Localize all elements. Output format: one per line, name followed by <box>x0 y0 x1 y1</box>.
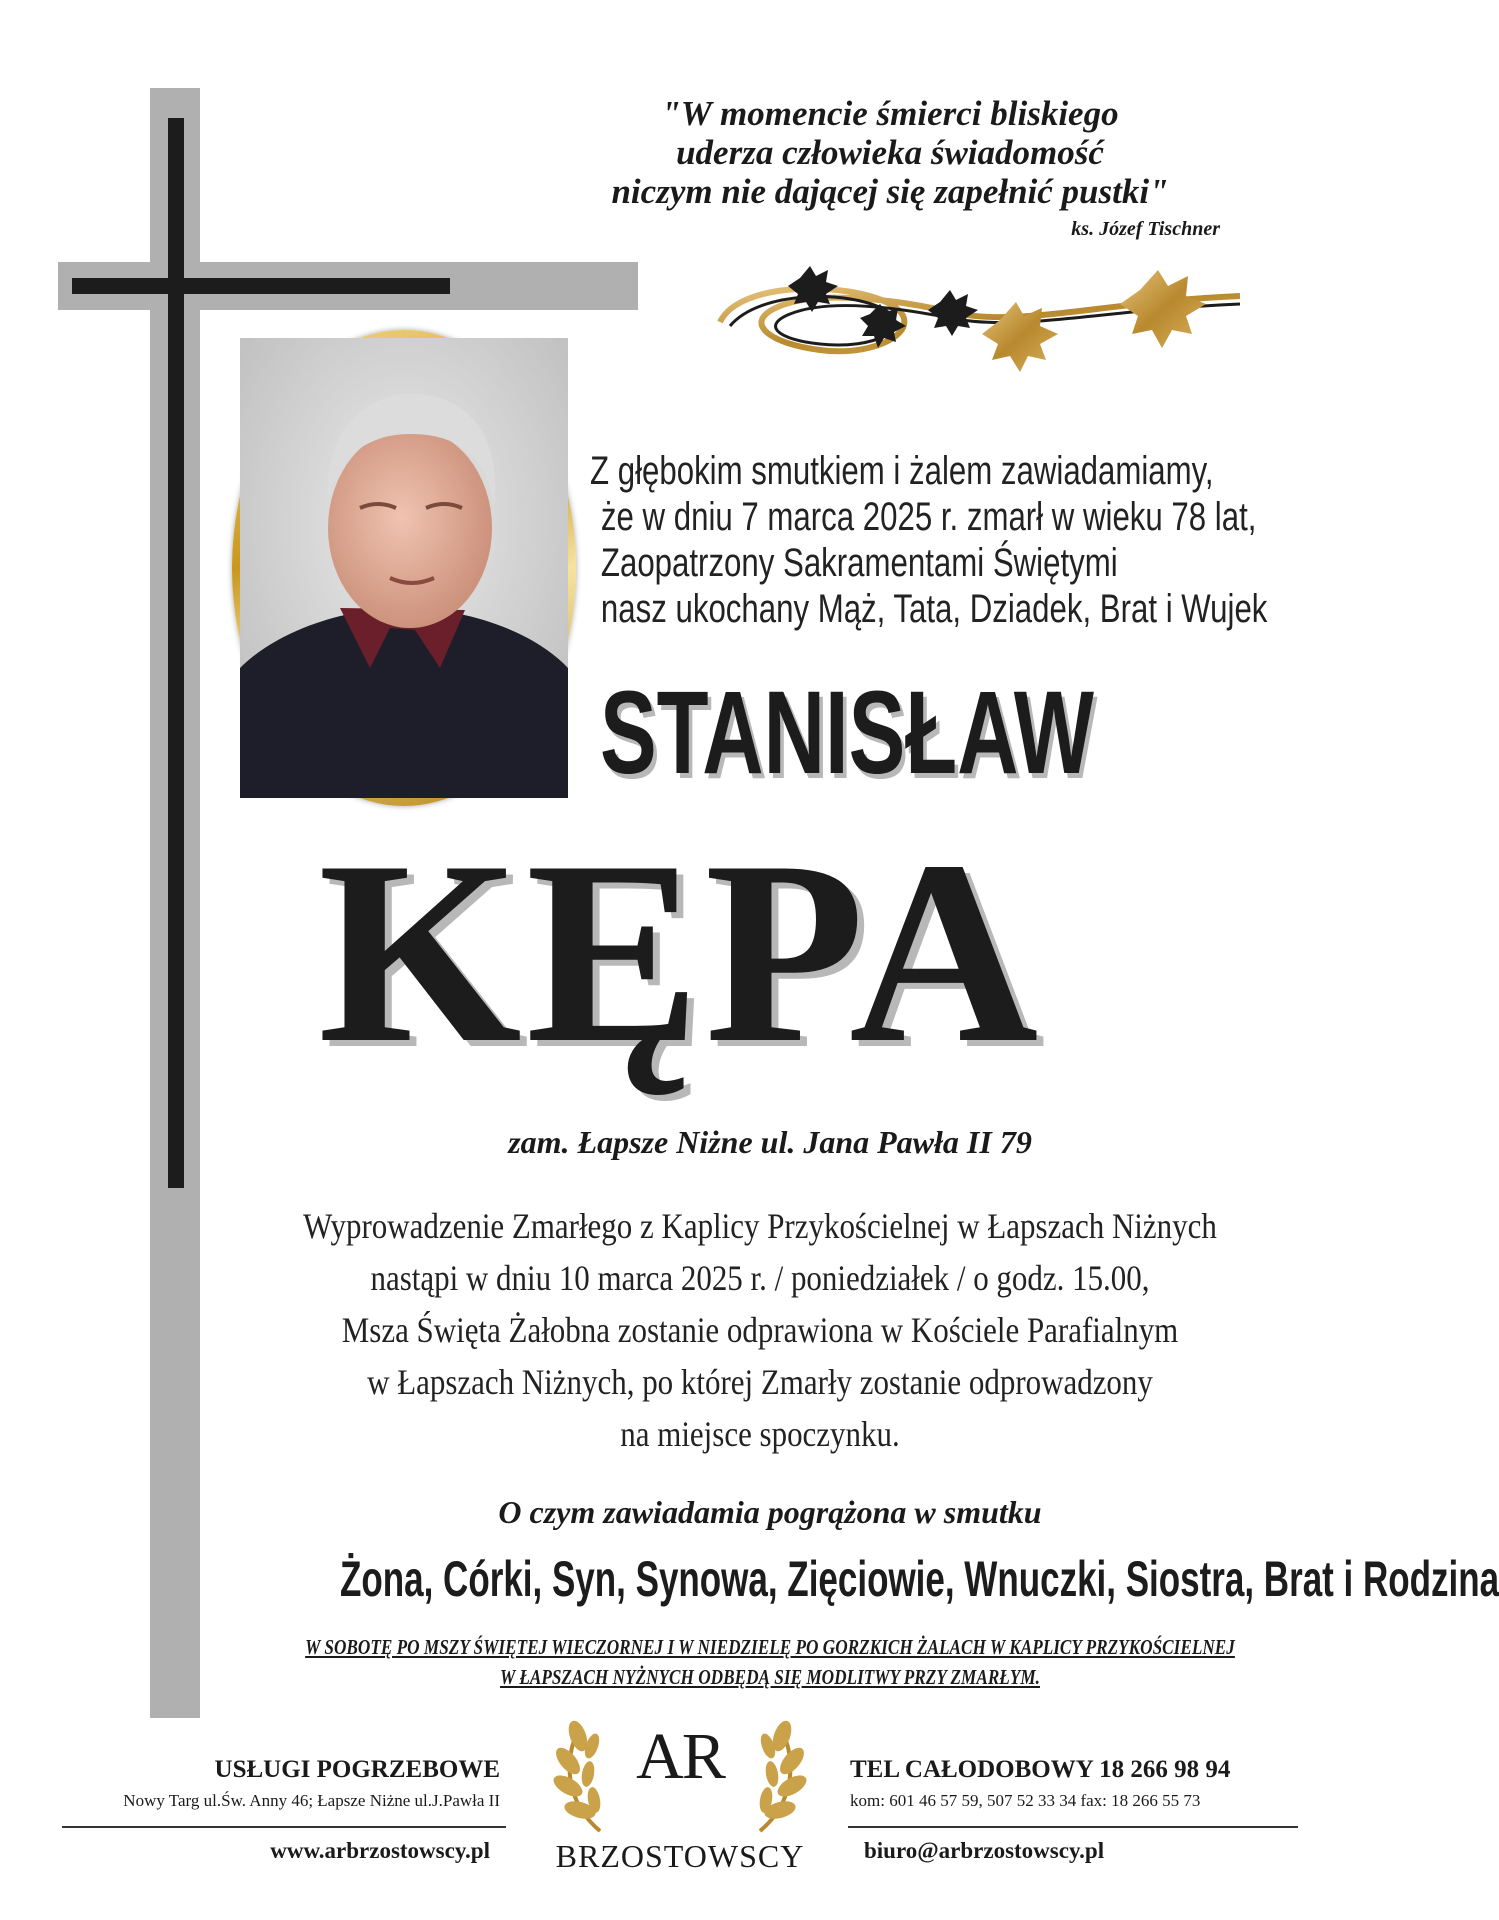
funeral-services-address: Nowy Targ ul.Św. Anny 46; Łapsze Niżne ul.J.Pawła II <box>123 1791 500 1810</box>
intro-line: Z głębokim smutkiem i żalem zawiadamiamy, <box>590 449 1214 493</box>
last-name: KĘPA <box>318 807 1043 1097</box>
intro-line: że w dniu 7 marca 2025 r. zmarł w wieku 78 lat, <box>600 495 1257 539</box>
funeral-services-title: USŁUGI POGRZEBOWE <box>214 1756 500 1783</box>
funeral-line: na miejsce spoczynku. <box>620 1414 900 1454</box>
phone-numbers: kom: 601 46 57 59, 507 52 33 34 fax: 18 266 55 73 <box>850 1791 1201 1810</box>
logo-initials: AR <box>636 1720 724 1793</box>
prayer-line: W SOBOTĘ PO MSZY ŚWIĘTEJ WIECZORNEJ I W NIEDZIELĘ PO GORZKICH ŻALACH W KAPLICY PRZYKOŚCIELNEJ <box>305 1635 1235 1659</box>
family-list: Żona, Córki, Syn, Synowa, Zięciowie, Wnuczki, Siostra, Brat i Rodzina <box>340 1551 1499 1607</box>
portrait-icon <box>240 338 568 798</box>
cross-horizontal-beam <box>72 278 450 294</box>
quote <box>520 94 1260 211</box>
prayer-notice <box>303 1632 1238 1692</box>
website-link[interactable]: www.arbrzostowscy.pl <box>270 1838 490 1863</box>
funeral-info <box>261 1200 1259 1460</box>
email-link[interactable]: biuro@arbrzostowscy.pl <box>864 1838 1105 1863</box>
logo-name: BRZOSTOWSCY <box>555 1838 805 1874</box>
residence-address: zam. Łapsze Niżne ul. Jana Pawła II 79 <box>508 1124 1032 1160</box>
vine-ornament-icon <box>700 260 1260 390</box>
funeral-line: nastąpi w dniu 10 marca 2025 r. / poniedziałek / o godz. 15.00, <box>370 1258 1150 1298</box>
intro-line: Zaopatrzony Sakramentami Świętymi <box>600 541 1118 585</box>
phone-24h-title: TEL CAŁODOBOWY 18 266 98 94 <box>850 1756 1231 1783</box>
footer-divider-right <box>848 1826 1298 1828</box>
funeral-line: Msza Święta Żałobna zostanie odprawiona w Kościele Parafialnym <box>341 1310 1179 1350</box>
notify-heading: O czym zawiadamia pogrążona w smutku <box>498 1494 1042 1530</box>
prayer-line: W ŁAPSZACH NYŻNYCH ODBĘDĄ SIĘ MODLITWY PRZY ZMARŁYM. <box>500 1665 1040 1689</box>
quote-author: ks. Józef Tischner <box>1071 218 1220 240</box>
quote-line: niczym nie dającej się zapełnić pustki" <box>611 172 1169 211</box>
first-name: STANISŁAW <box>600 667 1094 799</box>
intro-line: nasz ukochany Mąż, Tata, Dziadek, Brat i Wujek <box>600 587 1268 631</box>
quote-line: "W momencie śmierci bliskiego <box>661 94 1119 133</box>
funeral-line: w Łapszach Niżnych, po której Zmarły zostanie odprowadzony <box>367 1362 1153 1402</box>
footer-divider-left <box>62 1826 506 1828</box>
portrait-photo <box>240 338 568 798</box>
intro-text <box>590 448 1268 632</box>
funeral-line: Wyprowadzenie Zmarłego z Kaplicy Przykościelnej w Łapszach Niżnych <box>303 1206 1217 1246</box>
quote-line: uderza człowieka świadomość <box>676 133 1104 172</box>
